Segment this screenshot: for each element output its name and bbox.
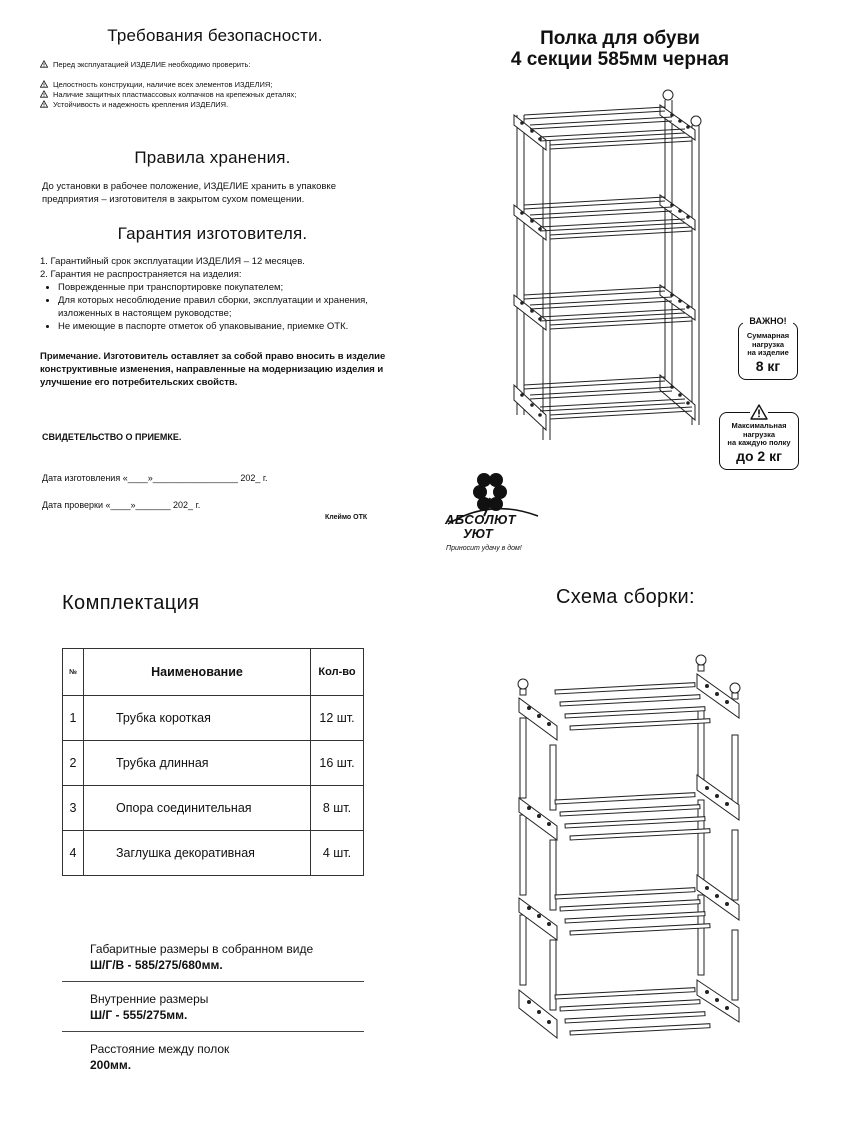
safety-item <box>40 100 400 110</box>
kit-table-header <box>63 649 364 696</box>
kit-row-name: Трубка короткая <box>84 696 311 741</box>
warning-icon <box>40 100 48 108</box>
safety-block <box>40 60 400 110</box>
total-load-line: Суммарная <box>746 331 790 340</box>
kit-table <box>62 648 364 876</box>
table-row <box>63 786 364 831</box>
warning-icon <box>750 404 768 420</box>
warranty-note: Примечание. Изготовитель оставляет за собой право вносить в изделие конструктивные изменения, направленные на модернизацию изделия и улучшение его потребительских свойств. <box>40 351 386 388</box>
assembly-title: Схема сборки: <box>556 586 695 608</box>
kit-row-num: 3 <box>63 786 84 831</box>
total-load-line: нагрузка <box>751 339 785 349</box>
total-load-line: на изделие <box>747 348 789 357</box>
kit-header-qty: Кол-во <box>311 649 364 696</box>
shelf-gap-label: Расстояние между полок <box>90 1042 230 1056</box>
safety-item-text: Целостность конструкции, наличие всех элементов ИЗДЕЛИЯ; <box>53 80 273 89</box>
outer-dimensions-label: Габаритные размеры в собранном виде <box>90 942 314 956</box>
table-row <box>63 741 364 786</box>
kit-row-name: Трубка длинная <box>84 741 311 786</box>
warning-icon <box>40 90 48 98</box>
safety-item <box>40 80 400 90</box>
safety-item <box>40 90 400 100</box>
warning-icon <box>40 80 48 88</box>
product-title-line-1: Полка для обуви <box>540 28 700 49</box>
table-row <box>63 696 364 741</box>
storage-title: Правила хранения. <box>134 148 291 167</box>
assembled-shelf-illustration <box>500 85 720 445</box>
safety-intro: Перед эксплуатацией ИЗДЕЛИЕ необходимо проверить: <box>53 60 251 69</box>
shelf-load-line: на каждую полку <box>727 438 791 447</box>
kit-row-qty: 12 шт. <box>311 696 364 741</box>
outer-dimensions-value: Ш/Г/В - 585/275/680мм. <box>90 958 223 972</box>
inner-dimensions-value: Ш/Г - 555/275мм. <box>90 1008 188 1022</box>
warranty-item-2: 2. Гарантия не распространяется на изделия: <box>40 269 242 280</box>
divider <box>62 1031 364 1032</box>
storage-text: До установки в рабочее положение, ИЗДЕЛИЕ хранить в упаковке предприятия – изготовителя в закрытом сухом помещении. <box>42 181 336 205</box>
brand-name-line-1: АБСОЛЮТ <box>445 512 517 527</box>
kit-row-num: 4 <box>63 831 84 876</box>
assembly-diagram <box>505 650 755 1070</box>
kit-title: Комплектация <box>62 592 200 614</box>
total-load-head: ВАЖНО! <box>743 316 793 326</box>
outer-dimensions <box>90 941 313 973</box>
product-title-line-2: 4 секции 585мм черная <box>510 49 730 70</box>
warranty-bullets <box>40 281 400 333</box>
warranty-item-1: 1. Гарантийный срок эксплуатации ИЗДЕЛИЯ – 12 месяцев. <box>40 256 305 267</box>
total-load-value: 8 кг <box>755 357 781 374</box>
product-title <box>470 28 770 70</box>
warranty-bullet: • Для которых несоблюдение правил сборки, эксплуатации и хранения, изложенных в настоящем руководстве; <box>58 294 400 320</box>
kit-row-num: 2 <box>63 741 84 786</box>
kit-row-name: Заглушка декоративная <box>84 831 311 876</box>
kit-row-qty: 4 шт. <box>311 831 364 876</box>
shelf-gap-value: 200мм. <box>90 1058 132 1072</box>
kit-row-qty: 8 шт. <box>311 786 364 831</box>
kit-header-name: Наименование <box>84 649 311 696</box>
kit-row-num: 1 <box>63 696 84 741</box>
inner-dimensions <box>90 991 208 1023</box>
inner-dimensions-label: Внутренние размеры <box>90 992 209 1006</box>
warranty-bullet: • Поврежденные при транспортировке покупателем; <box>58 281 400 294</box>
warranty-block <box>40 255 400 333</box>
shelf-load-value: до 2 кг <box>736 447 782 464</box>
safety-title: Требования безопасности. <box>107 26 323 45</box>
shelf-load-line: Максимальная <box>731 421 787 430</box>
safety-intro-row <box>40 60 400 70</box>
brand-slogan: Приносит удачу в дом! <box>446 545 522 552</box>
warning-icon <box>40 60 48 68</box>
kit-row-name: Опора соединительная <box>84 786 311 831</box>
shelf-gap <box>90 1041 229 1073</box>
kit-row-qty: 16 шт. <box>311 741 364 786</box>
divider <box>62 981 364 982</box>
safety-item-text: Наличие защитных пластмассовых колпачков на крепежных деталях; <box>53 90 297 99</box>
brand-logo <box>440 468 550 558</box>
made-date-line: Дата изготовления «____»_________________ 202_ г. <box>42 473 268 483</box>
warranty-bullet: • Не имеющие в паспорте отметок об упаковывание, приемке ОТК. <box>58 320 400 333</box>
total-load-badge <box>738 316 798 380</box>
shelf-load-line: нагрузка <box>742 429 776 439</box>
check-date-line: Дата проверки «____»_______ 202_ г. <box>42 500 201 510</box>
otk-stamp-label: Клеймо ОТК <box>325 514 368 521</box>
safety-item-text: Устойчивость и надежность крепления ИЗДЕЛИЯ. <box>53 100 229 109</box>
warranty-title: Гарантия изготовителя. <box>117 224 308 243</box>
table-row <box>63 831 364 876</box>
brand-name-line-2: УЮТ <box>463 526 493 541</box>
acceptance-title: СВИДЕТЕЛЬСТВО О ПРИЕМКЕ. <box>42 432 182 442</box>
shelf-load-badge <box>719 412 799 470</box>
kit-header-num: № <box>63 649 84 696</box>
